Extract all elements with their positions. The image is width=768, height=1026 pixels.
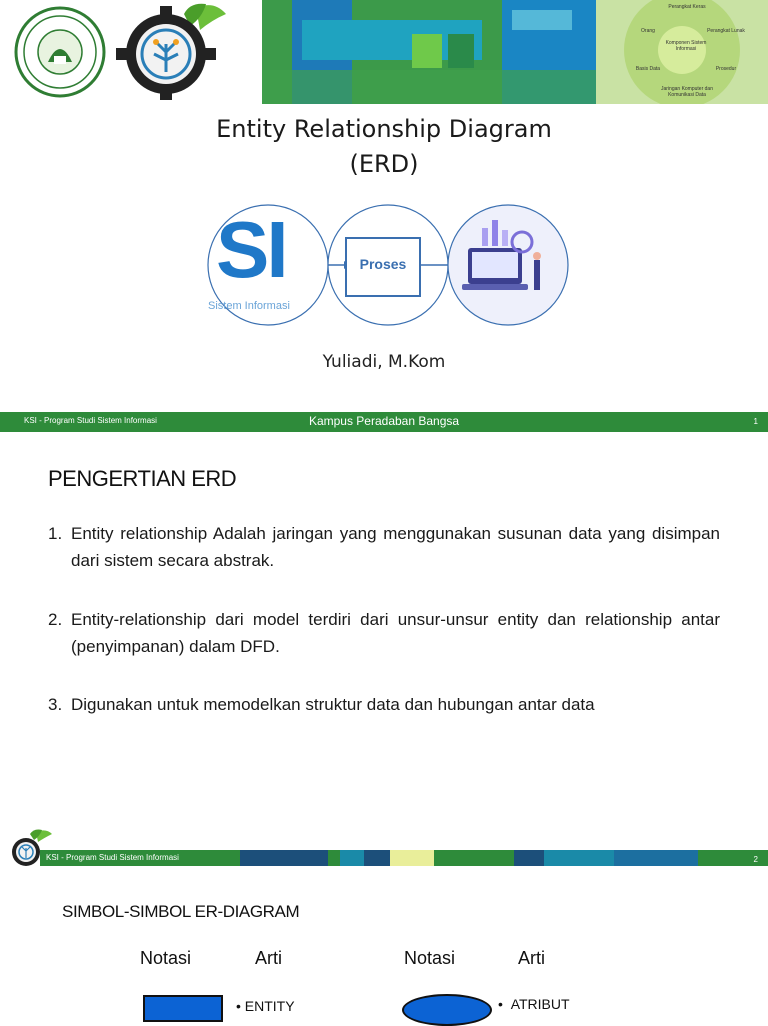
attribute-ellipse-symbol	[402, 994, 492, 1026]
list-item	[48, 606, 720, 660]
footer-band	[328, 850, 340, 866]
wheel-item: Orang	[641, 28, 655, 34]
slide-3	[0, 828, 768, 1024]
column-header-notasi: Notasi	[140, 948, 192, 968]
author-name: Yuliadi, M.Kom	[322, 352, 446, 372]
list-number: 1.	[48, 524, 63, 543]
footer-band	[514, 850, 544, 866]
tech-banner-graphic	[262, 0, 596, 104]
footer-band	[544, 850, 614, 866]
list-text: Digunakan untuk memodelkan struktur data dan hubungan antar data	[71, 695, 595, 714]
si-logo-subtitle: Sistem Informasi	[208, 300, 290, 312]
slide-title: PENGERTIAN ERD	[48, 466, 237, 491]
footer-course: KSI - Program Studi Sistem Informasi	[24, 416, 157, 425]
page-number: 1	[753, 417, 758, 426]
si-logo-text: SI	[216, 205, 286, 294]
wheel-item: Basis Data	[635, 66, 661, 72]
header-banner	[0, 0, 768, 104]
footer-band	[390, 850, 434, 866]
column-header-arti: Arti	[518, 948, 545, 968]
attribute-label: • ATRIBUT	[498, 996, 570, 1012]
list-text: Entity relationship Adalah jaringan yang menggunakan susunan data yang disimpan dari sistem secara abstrak.	[71, 524, 720, 570]
page-number: 2	[753, 855, 758, 864]
entity-label: • ENTITY	[236, 998, 295, 1014]
process-label: Proses	[359, 256, 407, 272]
slide-title: SIMBOL-SIMBOL ER-DIAGRAM	[62, 902, 300, 921]
footer-course: KSI - Program Studi Sistem Informasi	[46, 853, 179, 862]
footer-band	[240, 850, 328, 866]
slide-title-sub: (ERD)	[349, 150, 419, 178]
column-header-arti: Arti	[255, 948, 282, 968]
list-text: Entity-relationship dari model terdiri dari unsur-unsur entity dan relationship antar (penyimpanan) dalam DFD.	[71, 610, 720, 656]
list-number: 2.	[48, 610, 63, 629]
footer-campus: Kampus Peradaban Bangsa	[308, 414, 460, 428]
university-seal-logo	[14, 6, 106, 98]
footer-band	[364, 850, 390, 866]
column-header-notasi: Notasi	[404, 948, 456, 968]
footer-band	[614, 850, 698, 866]
wheel-center-label: Komponen Sistem Informasi	[665, 40, 707, 52]
list-item	[48, 691, 720, 718]
footer-band	[434, 850, 514, 866]
slide-footer	[0, 412, 768, 432]
gear-tree-logo	[114, 0, 234, 100]
slide-2	[0, 436, 768, 828]
wheel-item: Perangkat Keras	[668, 4, 706, 10]
entity-rectangle-symbol	[143, 995, 223, 1022]
wheel-item: Prosedur	[715, 66, 737, 72]
slide-title: Entity Relationship Diagram	[216, 115, 552, 143]
slide-1	[0, 0, 768, 432]
list-number: 3.	[48, 695, 63, 714]
wheel-item: Jaringan Komputer dan Komunikasi Data	[661, 86, 713, 98]
footer-band	[340, 850, 364, 866]
wheel-item: Perangkat Lunak	[707, 28, 745, 34]
list-item	[48, 520, 720, 574]
